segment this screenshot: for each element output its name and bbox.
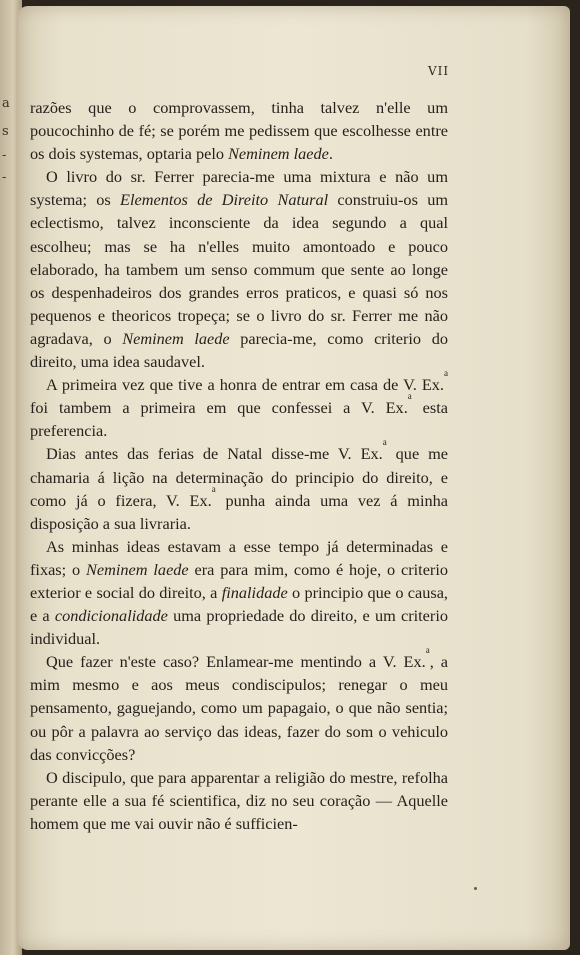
paragraph: A primeira vez que tive a honra de entrar em casa de V. Ex.$^a$ foi tambem a primeira em que confessei a V. Ex.$^a$ esta preferencia. <box>30 368 448 441</box>
margin-fragment: - <box>2 148 7 163</box>
paragraph: Que fazer n'este caso? Enlamear-me mentindo a V. Ex.$^a$, a mim mesmo e aos meus condiscipulos; renegar o meu pensamento, gaguejando, como um papagaio, o que não sentia; ou pôr a palavra ao serviço das ideas, fazer do som o vehiculo das convicções? <box>30 645 448 764</box>
paragraph: Dias antes das ferias de Natal disse-me V. Ex.$^a$ que me chamaria á lição na determinação do principio do direito, e como já o fizera, V. Ex.$^a$ punha ainda uma vez á minha disposição a sua livraria. <box>30 437 449 533</box>
paper-speck <box>474 887 477 890</box>
margin-fragment: a <box>2 96 10 111</box>
book-page <box>18 6 570 950</box>
paragraph: O discipulo, que para apparentar a religião do mestre, refolha perante elle a sua fé scientifica, diz no seu coração — Aquelle homem que me vai ouvir não é sufficien- <box>30 767 448 833</box>
margin-fragment: - <box>2 170 7 185</box>
margin-fragment: s <box>2 124 9 139</box>
paragraph: O livro do sr. Ferrer parecia-me uma mixtura e não um systema; os Elementos de Direito Natural construiu-os um eclectismo, talvez inconsciente da idea segundo a qual escolheu; mas se ha n'elles muito amontoado e pouco elaborado, ha tambem um senso commum que sente ao longe os despenhadeiros dos grandes erros praticos, e quasi só nos pequenos e theoricos tropeça; se o livro do sr. Ferrer me não agradava, o Neminem laede parecia-me, como criterio do direito, uma idea saudavel. <box>30 167 448 372</box>
paragraph: razões que o comprovassem, tinha talvez n'elle um poucochinho de fé; se porém me pedissem que escolhesse entre os dois systemas, optaria pelo Neminem laede. <box>30 98 448 164</box>
body-text <box>30 96 448 835</box>
page-number: VII <box>428 64 450 78</box>
paragraph: As minhas ideas estavam a esse tempo já determinadas e fixas; o Neminem laede era para mim, como é hoje, o criterio exterior e social do direito, a finalidade o principio que o causa, e a condicionalidade uma propriedade do direito, e um criterio individual. <box>30 536 449 649</box>
